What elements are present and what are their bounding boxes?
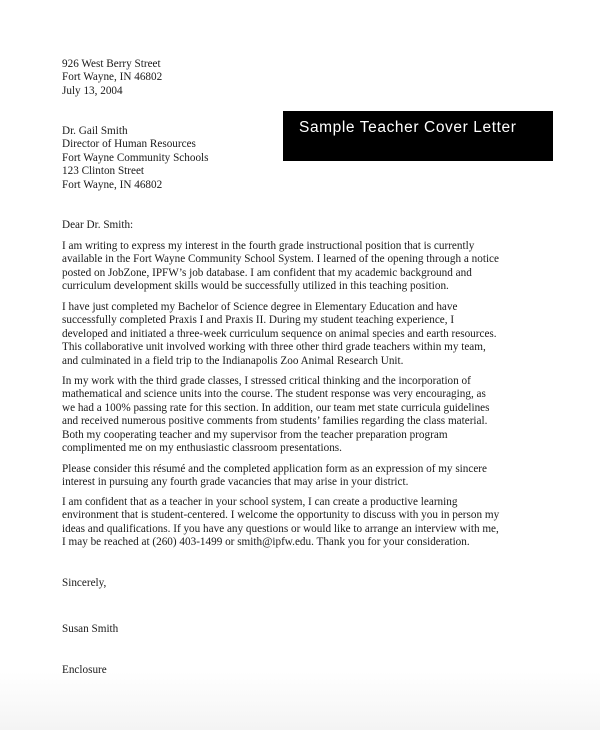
body-paragraph-5 bbox=[62, 496, 532, 550]
recipient-street: 123 Clinton Street bbox=[62, 165, 145, 178]
signature-name bbox=[62, 623, 532, 636]
paragraph-line: Please consider this résumé and the completed application form as an expression of my sincere bbox=[62, 463, 487, 475]
paragraph-line: environment that is student-centered. I welcome the opportunity to discuss with you in person my bbox=[62, 509, 500, 522]
closing bbox=[62, 577, 532, 590]
paragraph-line: developed and initiated a three-week curriculum sequence on animal species and earth resources. bbox=[62, 327, 497, 340]
signer-name: Susan Smith bbox=[62, 623, 119, 635]
body-paragraph-4 bbox=[62, 463, 532, 490]
body-paragraph-3 bbox=[62, 375, 532, 455]
paragraph-line: and culminated in a field trip to the Indianapolis Zoo Animal Research Unit. bbox=[62, 354, 404, 367]
letter-date: July 13, 2004 bbox=[62, 84, 123, 97]
paragraph-line: mathematical and science units into the course. The student response was very encouraging, as bbox=[62, 388, 486, 401]
paragraph-line: posted on JobZone, IPFW’s job database. I am confident that my academic background and bbox=[62, 266, 472, 279]
paragraph-line: I have just completed my Bachelor of Science degree in Elementary Education and have bbox=[62, 301, 458, 313]
salutation-text: Dear Dr. Smith: bbox=[62, 219, 134, 231]
paragraph-line: In my work with the third grade classes, I stressed critical thinking and the incorporation of bbox=[62, 375, 471, 387]
recipient-title: Director of Human Resources bbox=[62, 138, 196, 151]
paragraph-line: This collaborative unit involved working with three other third grade teachers within my team, bbox=[62, 341, 486, 354]
recipient-name: Dr. Gail Smith bbox=[62, 125, 128, 137]
body-paragraph-1 bbox=[62, 240, 532, 294]
sender-street: 926 West Berry Street bbox=[62, 58, 161, 70]
sender-address bbox=[62, 58, 532, 98]
paragraph-line: and received numerous positive comments from students’ families regarding the class material. bbox=[62, 415, 488, 428]
enclosure-text: Enclosure bbox=[62, 664, 107, 676]
enclosure-note bbox=[62, 664, 532, 677]
paragraph-line: ideas and qualifications. If you have any questions or would like to arrange an interview with me, bbox=[62, 522, 499, 535]
recipient-organization: Fort Wayne Community Schools bbox=[62, 151, 209, 164]
paragraph-line: Both my cooperating teacher and my supervisor from the teacher preparation program bbox=[62, 428, 448, 441]
paragraph-line: we had a 100% passing rate for this section. In addition, our team met state curricula guidelines bbox=[62, 401, 490, 414]
sender-city: Fort Wayne, IN 46802 bbox=[62, 71, 163, 84]
paragraph-line: I may be reached at (260) 403-1499 or smith@ipfw.edu. Thank you for your consideration. bbox=[62, 536, 470, 549]
paragraph-line: I am confident that as a teacher in your school system, I can create a productive learning bbox=[62, 496, 458, 508]
recipient-city: Fort Wayne, IN 46802 bbox=[62, 178, 163, 191]
paragraph-line: I am writing to express my interest in the fourth grade instructional position that is currently bbox=[62, 240, 475, 252]
banner-title: Sample Teacher Cover Letter bbox=[299, 119, 517, 136]
paragraph-line: interest in pursuing any fourth grade vacancies that may arise in your district. bbox=[62, 476, 409, 489]
paragraph-line: available in the Fort Wayne Community School System. I learned of the opening through a notice bbox=[62, 253, 499, 266]
salutation bbox=[62, 219, 532, 232]
paragraph-line: curriculum development skills would be successfully utilized in this teaching position. bbox=[62, 280, 449, 293]
closing-text: Sincerely, bbox=[62, 577, 107, 589]
body-paragraph-2 bbox=[62, 301, 532, 368]
paragraph-line: complimented me on my enthusiastic classroom presentations. bbox=[62, 442, 342, 455]
paragraph-line: successfully completed Praxis I and Praxis II. During my student teaching experience, I bbox=[62, 314, 455, 327]
recipient-address bbox=[62, 125, 532, 192]
